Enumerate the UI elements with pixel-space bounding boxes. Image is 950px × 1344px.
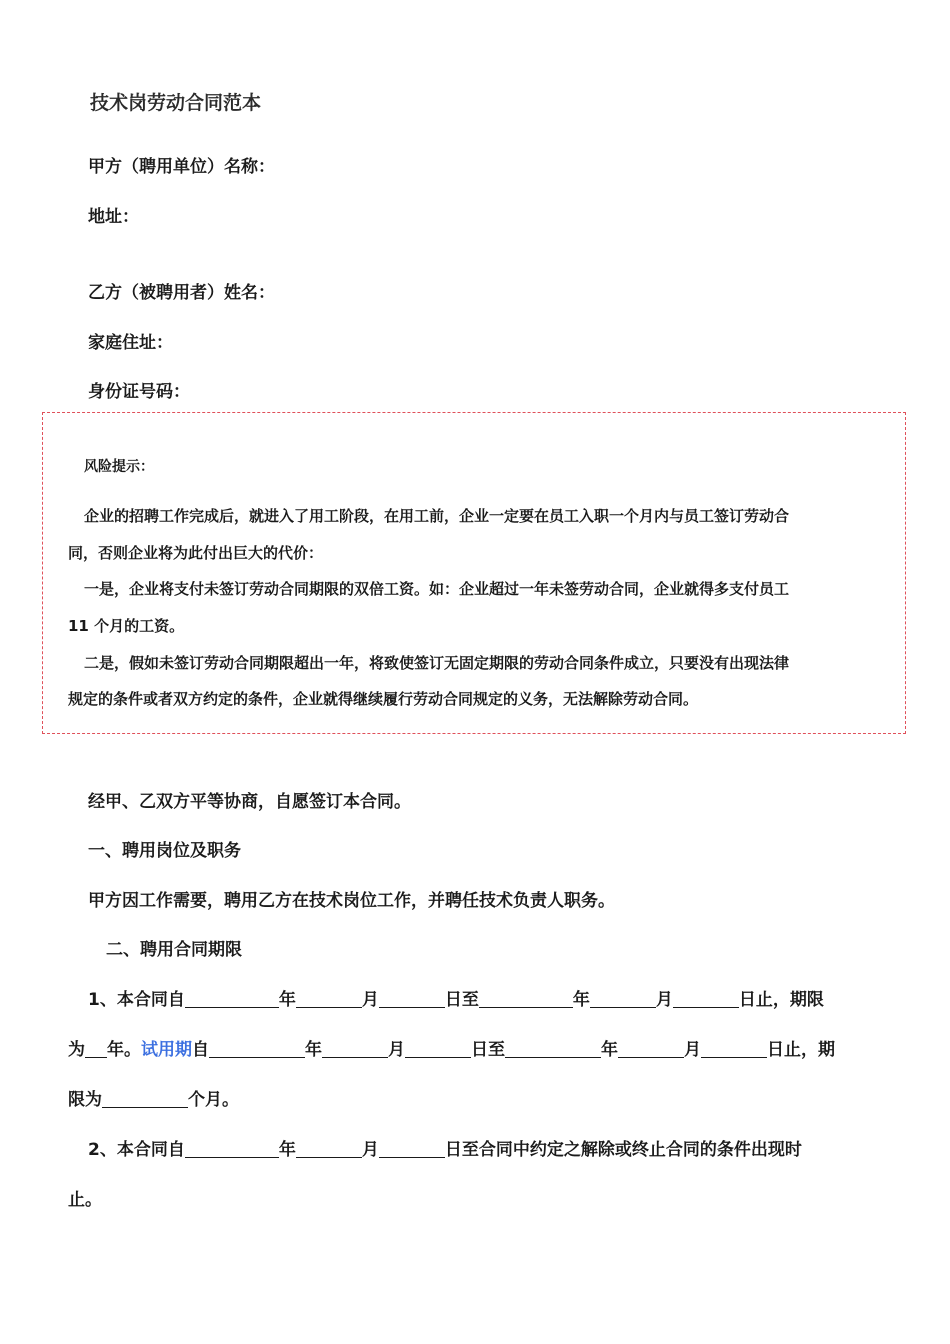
year-period-text: 年。: [107, 1040, 141, 1060]
party-a-address-label: 地址：: [88, 207, 139, 227]
risk-tip-line: 规定的条件或者双方约定的条件，企业就得继续履行劳动合同规定的义务，无法解除劳动合同。: [68, 690, 699, 708]
risk-tip-line: 同，否则企业将为此付出巨大的代价：: [68, 544, 324, 562]
item2-day-blank[interactable]: [379, 1139, 445, 1158]
document-title: 技术岗劳动合同范本: [90, 92, 262, 114]
section2-heading: 二、聘用合同期限: [106, 940, 242, 960]
start-year-blank[interactable]: [185, 989, 279, 1008]
contract-term-line-3: [68, 1085, 239, 1110]
probation-end-year-blank[interactable]: [505, 1039, 601, 1058]
term-prefix: 1、本合同自: [88, 990, 185, 1010]
months-text: 个月。: [188, 1090, 239, 1110]
intro-text: 经甲、乙双方平等协商，自愿签订本合同。: [88, 792, 411, 812]
contract-term-line-1: [88, 985, 824, 1010]
probation-end-day-blank[interactable]: [701, 1039, 767, 1058]
day-to-text: 日至: [471, 1040, 505, 1060]
contract-term-line-2: [68, 1035, 835, 1060]
party-a-name-label: 甲方（聘用单位）名称：: [88, 157, 275, 177]
probation-start-day-blank[interactable]: [405, 1039, 471, 1058]
item2-year-blank[interactable]: [185, 1139, 279, 1158]
item2-prefix: 2、本合同自: [88, 1140, 185, 1160]
item2-rest-text: 日至合同中约定之解除或终止合同的条件出现时: [444, 1140, 802, 1160]
day-end-text: 日止，期: [767, 1040, 835, 1060]
from-text: 自: [192, 1040, 209, 1060]
party-b-home-address-label: 家庭住址：: [88, 333, 173, 353]
section1-heading: 一、聘用岗位及职务: [88, 841, 241, 861]
year-unit: 年: [601, 1040, 618, 1060]
item2-month-blank[interactable]: [296, 1139, 362, 1158]
start-month-blank[interactable]: [296, 989, 362, 1008]
section1-text: 甲方因工作需要，聘用乙方在技术岗位工作，并聘任技术负责人职务。: [88, 891, 615, 911]
year-unit: 年: [305, 1040, 322, 1060]
month-unit: 月: [388, 1040, 405, 1060]
month-unit: 月: [655, 990, 673, 1010]
month-unit: 月: [684, 1040, 701, 1060]
end-month-blank[interactable]: [590, 989, 656, 1008]
term-line2-prefix: 为: [68, 1040, 85, 1060]
month-unit: 月: [361, 990, 379, 1010]
year-unit: 年: [278, 1140, 296, 1160]
risk-tip-line: 11 个月的工资。: [68, 617, 185, 635]
probation-link[interactable]: 试用期: [141, 1040, 192, 1060]
end-year-blank[interactable]: [479, 989, 573, 1008]
day-to-text: 日至: [444, 990, 479, 1010]
risk-tip-title: 风险提示：: [84, 459, 154, 475]
term-line3-prefix: 限为: [68, 1090, 102, 1110]
probation-start-month-blank[interactable]: [322, 1039, 388, 1058]
risk-tip-line: 一是，企业将支付未签订劳动合同期限的双倍工资。如：企业超过一年未签劳动合同，企业就得多支付员工: [84, 580, 790, 598]
contract-term-item2-line-1: [88, 1135, 802, 1160]
party-b-name-label: 乙方（被聘用者）姓名：: [88, 283, 275, 303]
year-unit: 年: [572, 990, 590, 1010]
start-day-blank[interactable]: [379, 989, 445, 1008]
risk-tip-line: 企业的招聘工作完成后，就进入了用工阶段，在用工前，企业一定要在员工入职一个月内与员工签订劳动合: [84, 507, 790, 525]
risk-tip-box: [42, 412, 906, 734]
term-years-blank[interactable]: [85, 1039, 107, 1058]
probation-start-year-blank[interactable]: [209, 1039, 305, 1058]
risk-tip-line: 二是，假如未签订劳动合同期限超出一年，将致使签订无固定期限的劳动合同条件成立，只要没有出现法律: [84, 654, 790, 672]
probation-end-month-blank[interactable]: [618, 1039, 684, 1058]
probation-months-blank[interactable]: [102, 1089, 188, 1108]
year-unit: 年: [278, 990, 296, 1010]
contract-term-item2-line-2: 止。: [68, 1190, 102, 1210]
day-end-text: 日止，期限: [738, 990, 824, 1010]
month-unit: 月: [361, 1140, 379, 1160]
end-day-blank[interactable]: [673, 989, 739, 1008]
party-b-id-label: 身份证号码：: [88, 382, 190, 402]
